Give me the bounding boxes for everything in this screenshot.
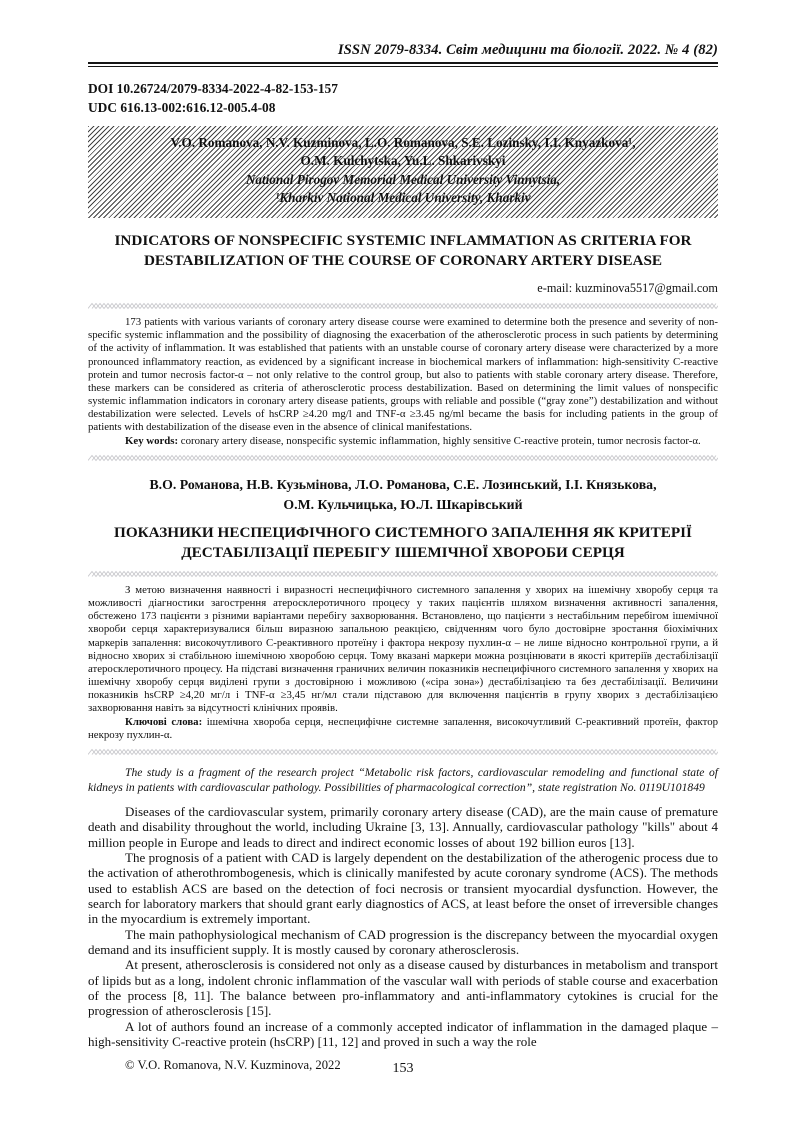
- article-body: [88, 804, 718, 1049]
- article-meta: [88, 80, 718, 117]
- keywords-en-label: Key words:: [125, 434, 179, 447]
- abstract-ua: [88, 584, 718, 742]
- affiliation-line: ¹Kharkiv National Medical University, Kharkiv: [275, 190, 531, 206]
- article-title-en-line: INDICATORS OF NONSPECIFIC SYSTEMIC INFLAMMATION AS CRITERIA FOR: [114, 231, 692, 249]
- body-paragraph: A lot of authors found an increase of a commonly accepted indicator of inflammation in the damaged plaque – high-sensitivity C-reactive protein (hsCRP) [11, 12] and proved in such a way the role: [88, 1018, 718, 1049]
- body-paragraph: The main pathophysiological mechanism of CAD progression is the discrepancy between the myocardial oxygen demand and its insufficient supply. It is mostly caused by coronary atherosclerosis.: [88, 926, 718, 957]
- udc-line: UDC 616.13-002:616.12-005.4-08: [88, 99, 276, 115]
- article-title-en-line: DESTABILIZATION OF THE COURSE OF CORONARY ARTERY DISEASE: [143, 252, 663, 269]
- article-title-ua-line: ПОКАЗНИКИ НЕСПЕЦИФІЧНОГО СИСТЕМНОГО ЗАПАЛЕННЯ ЯК КРИТЕРІЇ: [114, 523, 692, 541]
- project-note: [88, 765, 718, 795]
- article-title-en: [88, 231, 718, 271]
- header-rule: [88, 62, 718, 67]
- zigzag-divider: [88, 748, 718, 757]
- keywords-ua-text: ішемічна хвороба серця, неспецифічне системне запалення, високочутливий С-реактивний протеїн, фактор некрозу пухлин-α.: [88, 715, 719, 741]
- page-content: [88, 0, 718, 1049]
- project-note-text: The study is a fragment of the research project “Metabolic risk factors, cardiovascular remodeling and functional state of kidneys in patients with cardiovascular pathology. Possibilities of pharmacological correction”, state registration No. 0119U101849: [88, 765, 718, 794]
- authors-ua-line: О.М. Кульчицька, Ю.Л. Шкарівський: [283, 496, 523, 512]
- zigzag-divider: [88, 454, 718, 463]
- abstract-en-keywords: [88, 435, 718, 448]
- affiliation-line: National Pirogov Memorial Medical University Vinnytsia,: [245, 171, 561, 187]
- authors-affiliation-block: [88, 126, 718, 218]
- article-title-ua-line: ДЕСТАБІЛІЗАЦІЇ ПЕРЕБІГУ ІШЕМІЧНОЇ ХВОРОБИ СЕРЦЯ: [181, 544, 625, 562]
- copyright-line: © V.O. Romanova, N.V. Kuzminova, 2022: [125, 1058, 341, 1072]
- email-line: e-mail: kuzminova5517@gmail.com: [537, 281, 718, 296]
- authors-ua-line: В.О. Романова, Н.В. Кузьмінова, Л.О. Романова, С.Е. Лозинський, І.І. Князькова,: [149, 476, 657, 492]
- abstract-ua-text: З метою визначення наявності і виразності неспецифічного системного запалення у хворих на ішемічну хворобу серця та можливості діагностики загострення атеросклеротичного процесу у таких пацієнтів шляхом визначення активності запалення, обстежено 173 пацієнти з різними варіантами перебігу захворювання. Встановлено, що пацієнти з нестабільним перебігом ішемічної хвороби серця характеризувалися більш виразною запальною реакцією, свідченням чого було достовірне зростання біохімічних маркерів запалення: високочутливого С-реактивного протеїну і фактора некрозу пухлин-α – не лише відносно контрольної групи, а й відносно хворих зі стабільною ішемічною хворобою серця. Тому вказані маркери можна розцінювати в якості критеріїв дестабілізації атеросклеротичного процесу. На підставі визначення граничних величин показників неспецифічного системного запалення у хворих на ішемічну хворобу серця виділені групи з достовірною і можливою («сіра зона») дестабілізацією та без дестабілізації. Величини показників hsCRP ≥4,20 мг/л і TNF-α ≥3,45 нг/мл стали підставою для включення пацієнтів в групу хворих з дестабілізацією захворювання навіть за відсутності клінічних проявів.: [88, 583, 718, 715]
- article-title-ua: [88, 523, 718, 564]
- body-paragraph: The prognosis of a patient with CAD is largely dependent on the destabilization of the atherogenic process due to the activation of atherothrombogenesis, which is clinically manifested by acute coronary syndrome (ACS). The methods used to establish ACS are based on the detection of foci necrosis or transient myocardial dysfunction. However, the search for laboratory markers that should grant early diagnostics of ACS, at least before the onset of irreversible changes in the myocardium is extremely important.: [88, 849, 718, 927]
- authors-ua: [88, 475, 718, 515]
- zigzag-divider: [88, 302, 718, 311]
- doi-line: DOI 10.26724/2079-8334-2022-4-82-153-157: [88, 81, 338, 96]
- abstract-ua-keywords: [88, 716, 718, 742]
- journal-issn-header: ISSN 2079-8334. Світ медицини та біології. 2022. № 4 (82): [337, 42, 718, 58]
- body-paragraph: At present, atherosclerosis is considered not only as a disease caused by disturbances in metabolism and transport of lipids but as a long, indolent chronic inflammation of the vascular wall with periods of stable course and exacerbation of the process [8, 11]. The balance between pro-inflammatory and anti-inflammatory cytokines is crucial for the progression of atherosclerosis [15].: [88, 957, 718, 1019]
- page-footer: [88, 1058, 718, 1082]
- page-number: 153: [392, 1061, 414, 1076]
- authors-line: V.O. Romanova, N.V. Kuzminova, L.O. Romanova, S.E. Lozinsky, I.I. Knyazkova¹,: [170, 135, 636, 150]
- keywords-en-text: coronary artery disease, nonspecific systemic inflammation, highly sensitive C-reactive protein, tumor necrosis factor-α.: [178, 434, 701, 447]
- abstract-en: [88, 316, 718, 448]
- abstract-en-text: 173 patients with various variants of coronary artery disease course were examined to determine both the presence and severity of non-specific systemic inflammation and the possibility of diagnosing the exacerbation of the atherosclerotic process in such patients by determining of the activity of inflammation. It was established that patients with an unstable course of coronary artery disease were characterized by a more pronounced inflammatory reaction, as evidenced by a significant increase in biochemical markers of inflammation: high-sensitivity C-reactive protein and tumor necrosis factor-α – not only relative to the control group, but also to patients with stable coronary artery disease. Therefore, these markers can be considered as criteria of atherosclerotic process destabilization. Based on determining the limit values of nonspecific systemic inflammation indicators in coronary artery disease patients, groups with reliable and possible (“gray zone”) destabilization and without destabilization were selected. Levels of hsCRP ≥4.20 mg/l and TNF-α ≥3.45 ng/ml became the basis for including patients in the group of patients with destabilization of the disease even in the absence of clinical manifestations.: [88, 316, 718, 434]
- body-paragraph: Diseases of the cardiovascular system, primarily coronary artery disease (CAD), are the main cause of premature death and disability throughout the world, including Ukraine [3, 13]. Annually, cardiovascular pathology "kills" about 4 million people in Europe and leads to direct and indirect economic losses of about 192 billion euros [13].: [88, 804, 718, 850]
- authors-line: O.M. Kulchytska, Yu.L. Shkarivskyi: [300, 153, 506, 169]
- zigzag-divider: [88, 570, 718, 579]
- keywords-ua-label: Ключові слова:: [125, 715, 203, 728]
